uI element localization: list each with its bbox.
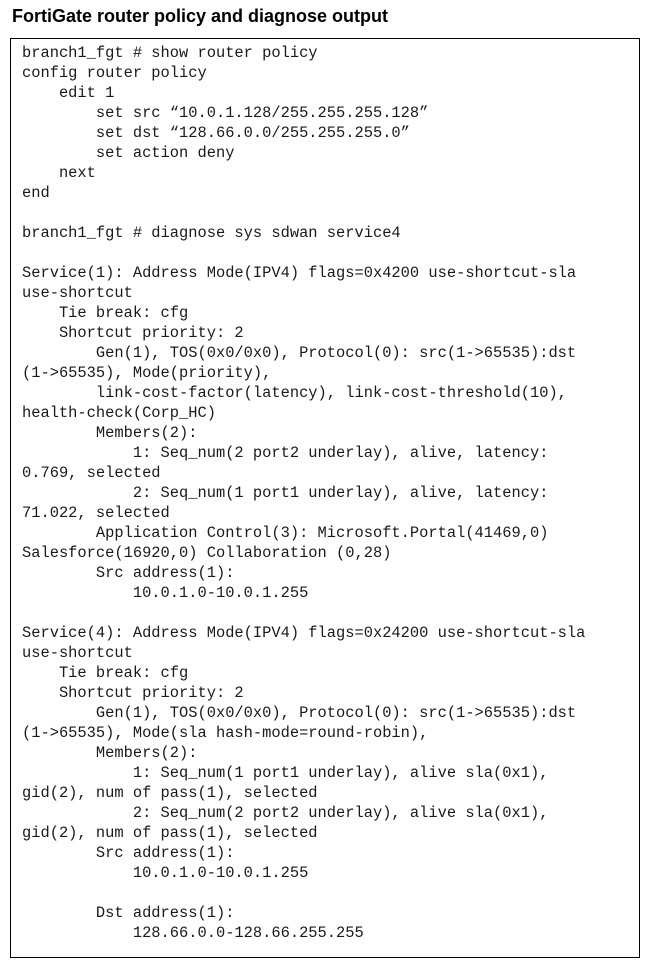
cli-line: Members(2): (22, 424, 198, 442)
cli-line: 1: Seq_num(1 port1 underlay), alive sla(0x1), (22, 764, 549, 782)
cli-line (22, 883, 585, 903)
cli-line: Application Control(3): Microsoft.Portal(41469,0) (22, 524, 549, 542)
cli-line: config router policy (22, 64, 207, 82)
cli-line: set dst “128.66.0.0/255.255.255.0” (22, 124, 410, 142)
cli-line (22, 243, 585, 263)
cli-line (22, 203, 585, 223)
cli-line: Tie break: cfg (22, 664, 189, 682)
cli-output-box (10, 38, 640, 958)
cli-line: Gen(1), TOS(0x0/0x0), Protocol(0): src(1->65535):dst (22, 704, 577, 722)
cli-line: branch1_fgt # diagnose sys sdwan service4 (22, 224, 401, 242)
cli-line: branch1_fgt # show router policy (22, 44, 318, 62)
cli-line: end (22, 184, 50, 202)
cli-line: Src address(1): (22, 844, 235, 862)
cli-line: Gen(1), TOS(0x0/0x0), Protocol(0): src(1->65535):dst (22, 344, 577, 362)
cli-line: 2: Seq_num(1 port1 underlay), alive, latency: (22, 484, 549, 502)
cli-line: edit 1 (22, 84, 115, 102)
page-title: FortiGate router policy and diagnose output (12, 6, 389, 26)
cli-line: health-check(Corp_HC) (22, 404, 216, 422)
cli-line: use-shortcut (22, 284, 133, 302)
cli-line: set action deny (22, 144, 235, 162)
cli-line: Salesforce(16920,0) Collaboration (0,28) (22, 544, 392, 562)
cli-line: Src address(1): (22, 564, 235, 582)
cli-line: link-cost-factor(latency), link-cost-threshold(10), (22, 384, 567, 402)
cli-output-text (22, 43, 585, 943)
cli-line: Dst address(1): (22, 904, 235, 922)
cli-line (22, 603, 585, 623)
cli-line: Service(1): Address Mode(IPV4) flags=0x4200 use-shortcut-sla (22, 264, 577, 282)
cli-line: 71.022, selected (22, 504, 170, 522)
cli-line: Shortcut priority: 2 (22, 324, 244, 342)
cli-line: gid(2), num of pass(1), selected (22, 824, 318, 842)
cli-line: 2: Seq_num(2 port2 underlay), alive sla(0x1), (22, 804, 549, 822)
cli-line: 0.769, selected (22, 464, 161, 482)
cli-line: next (22, 164, 96, 182)
cli-line: use-shortcut (22, 644, 133, 662)
cli-line: 1: Seq_num(2 port2 underlay), alive, latency: (22, 444, 549, 462)
cli-line: Shortcut priority: 2 (22, 684, 244, 702)
cli-line: gid(2), num of pass(1), selected (22, 784, 318, 802)
cli-line: Members(2): (22, 744, 198, 762)
cli-line: 10.0.1.0-10.0.1.255 (22, 864, 309, 882)
cli-line: 10.0.1.0-10.0.1.255 (22, 584, 309, 602)
cli-line: Tie break: cfg (22, 304, 189, 322)
cli-line: Service(4): Address Mode(IPV4) flags=0x24200 use-shortcut-sla (22, 624, 586, 642)
cli-line: (1->65535), Mode(sla hash-mode=round-robin), (22, 724, 429, 742)
cli-line: (1->65535), Mode(priority), (22, 364, 272, 382)
cli-line: set src “10.0.1.128/255.255.255.128” (22, 104, 429, 122)
cli-line: 128.66.0.0-128.66.255.255 (22, 924, 364, 942)
